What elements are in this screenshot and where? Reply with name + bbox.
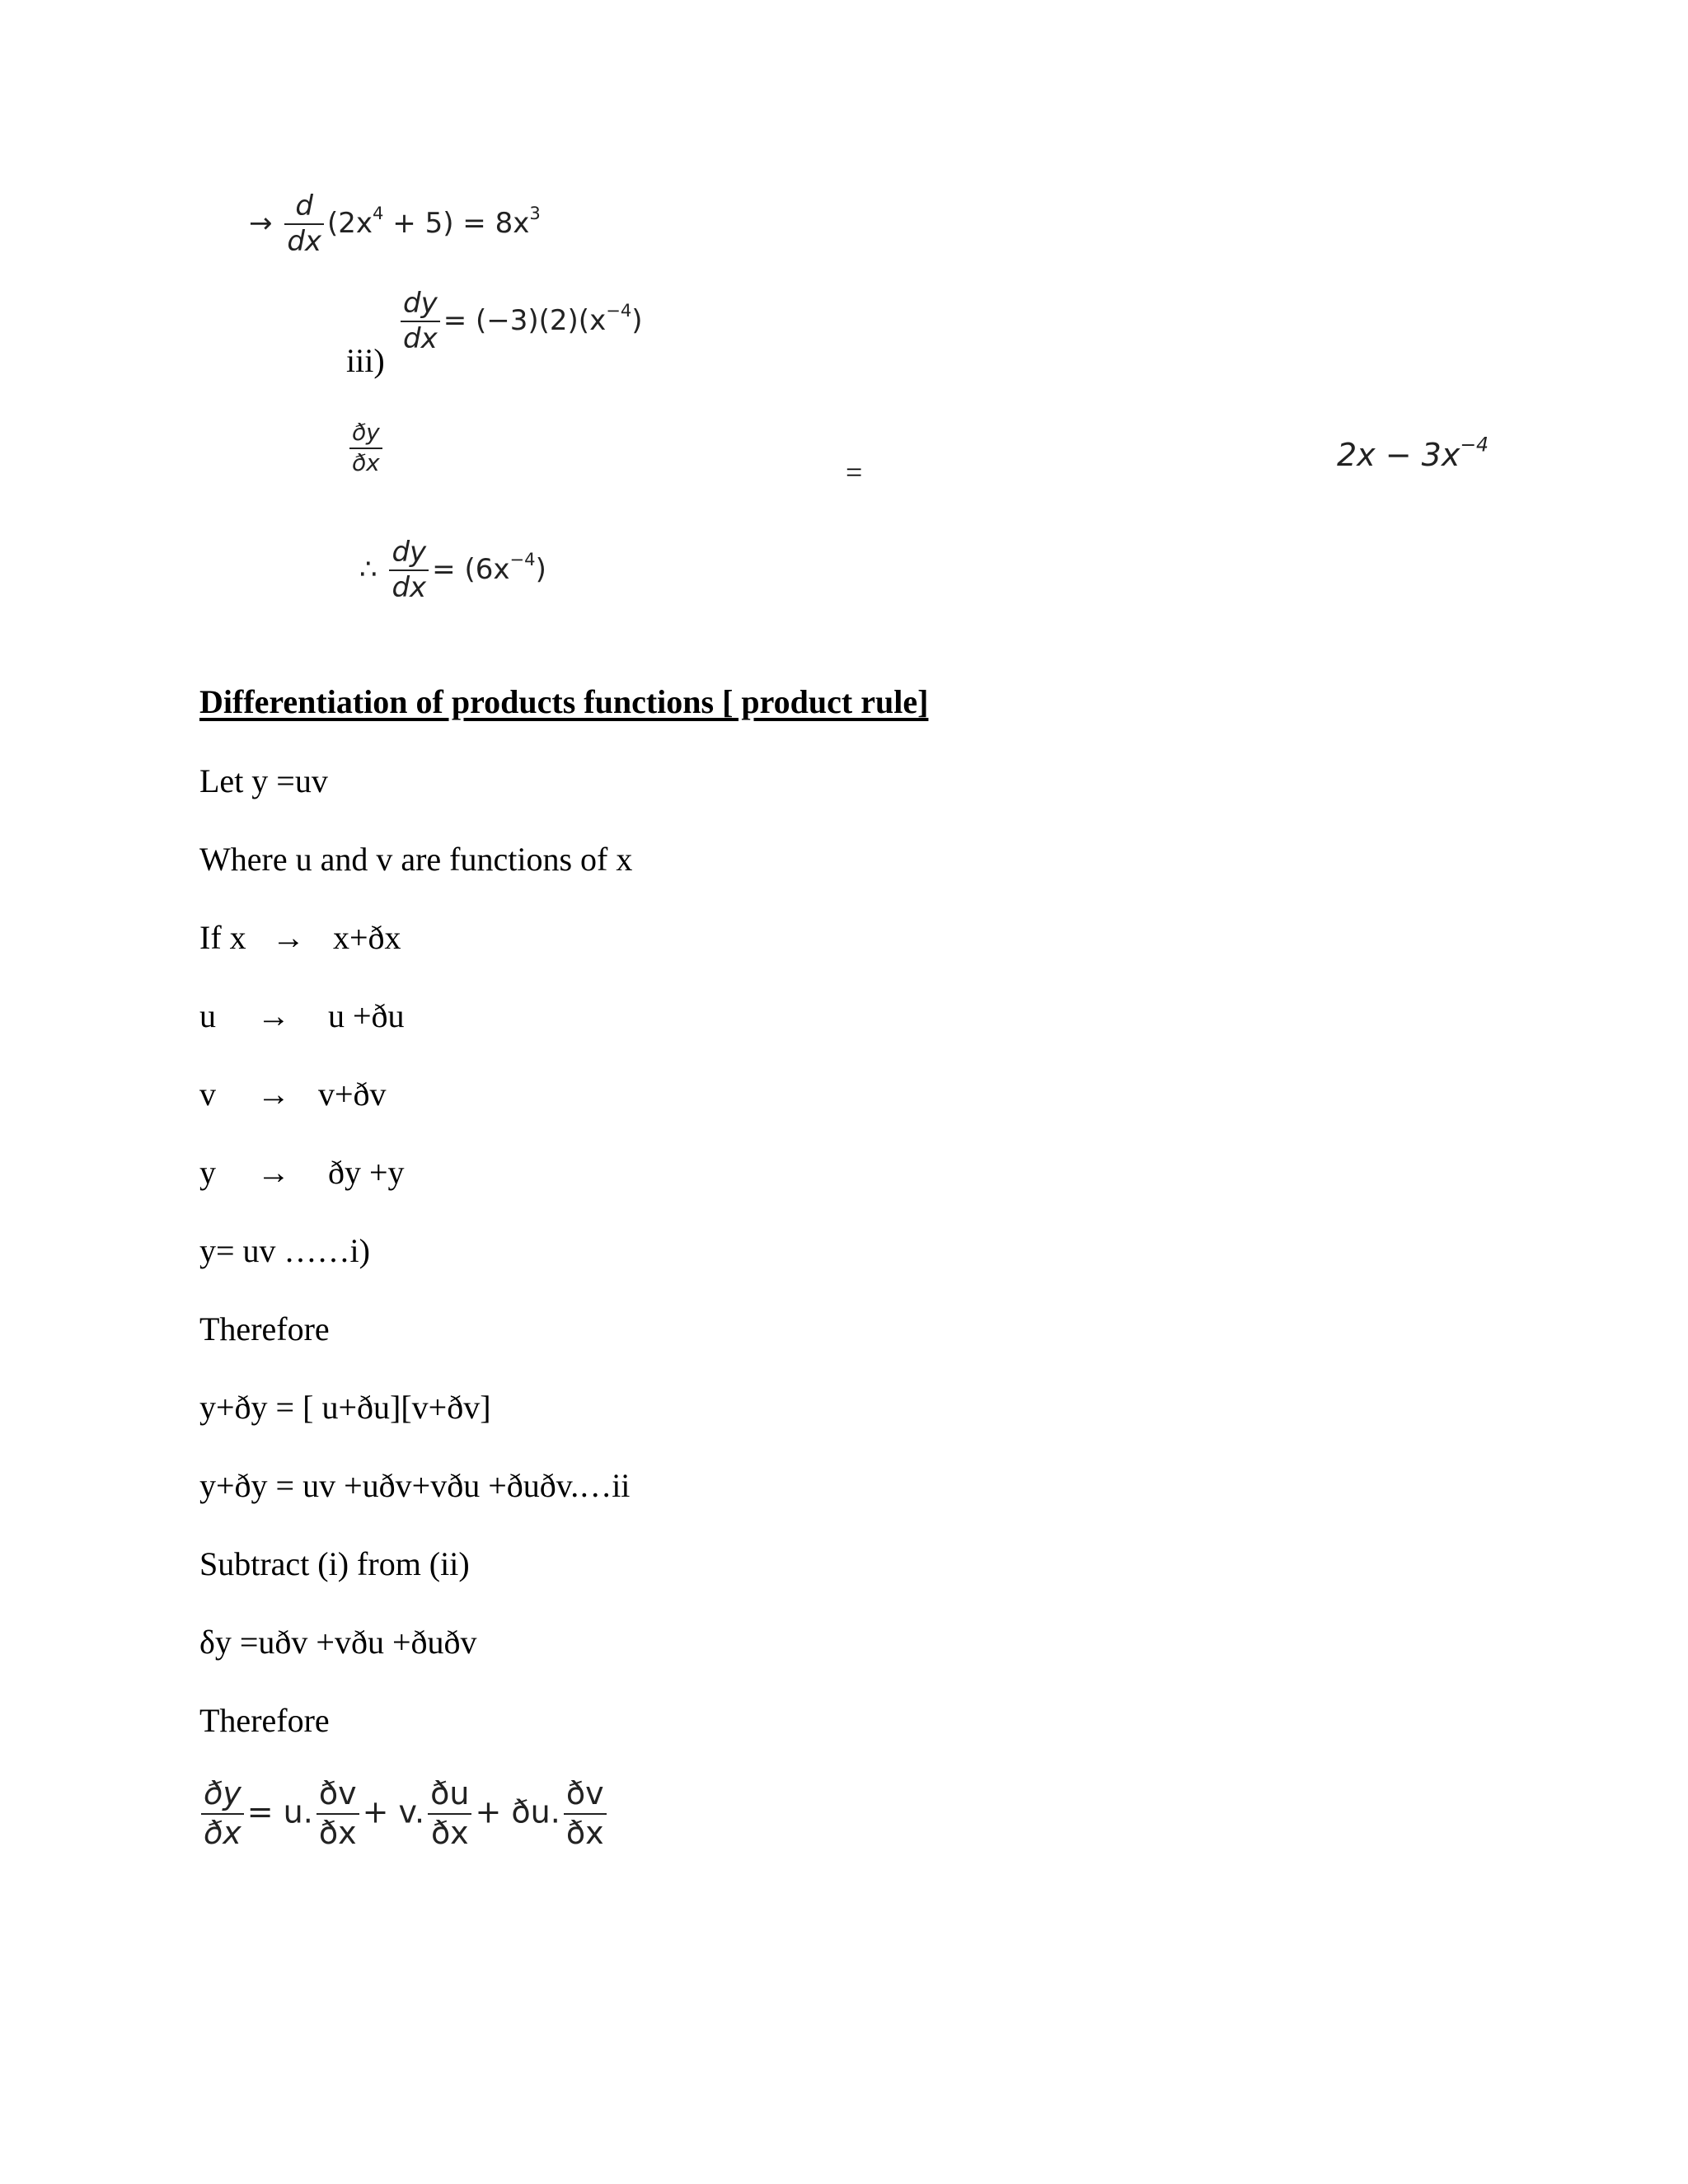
text-line-y-equals-uv: y= uv ……i) bbox=[199, 1232, 370, 1269]
text-line-therefore-2: Therefore bbox=[199, 1702, 330, 1739]
eq4-exponent: −4 bbox=[509, 549, 536, 570]
arrow-left: v bbox=[199, 1076, 216, 1113]
fraction-numerator: ðv bbox=[318, 1775, 357, 1811]
arrow-right: ðy +y bbox=[328, 1154, 405, 1191]
equation-therefore-result bbox=[359, 537, 546, 604]
fraction-numerator: ðy bbox=[352, 419, 380, 446]
section-heading: Differentiation of products functions [ product rule] bbox=[199, 683, 929, 720]
text-line-therefore-1: Therefore bbox=[199, 1310, 330, 1347]
arrow-row-y bbox=[199, 1153, 405, 1192]
term3-fraction bbox=[564, 1777, 607, 1851]
dy-dx-fraction bbox=[401, 288, 440, 355]
equation-product-rule bbox=[198, 1777, 610, 1851]
eq3-rhs-expression bbox=[1337, 433, 1489, 473]
equation-derivative-polynomial bbox=[249, 191, 541, 258]
arrow-symbol: → bbox=[257, 997, 290, 1034]
equation-dy-dx-product bbox=[397, 288, 643, 355]
arrow-right: x+ðx bbox=[333, 919, 401, 956]
arrow-row-x bbox=[199, 918, 401, 957]
eq1-body: (2x bbox=[327, 206, 373, 240]
arrow-left: u bbox=[199, 997, 216, 1034]
eq2-rhs: = (−3)(2)(x bbox=[443, 303, 607, 337]
eq1-exponent-1: 4 bbox=[373, 203, 384, 224]
final-eq-plus-2: + ðu. bbox=[475, 1793, 560, 1830]
final-eq-plus-1: + v. bbox=[362, 1793, 425, 1830]
arrow-symbol: → bbox=[257, 1076, 290, 1113]
arrow-row-v bbox=[199, 1075, 387, 1113]
text-line-expand-full: y+ðy = uv +uðv+vðu +ðuðv.…ii bbox=[199, 1467, 631, 1504]
arrow-symbol: → bbox=[272, 919, 305, 956]
derivative-operator bbox=[284, 191, 324, 258]
arrow-right: u +ðu bbox=[328, 997, 405, 1034]
eq3-exponent: −4 bbox=[1460, 433, 1489, 457]
final-eq-equals: = u. bbox=[246, 1793, 313, 1830]
fraction-denominator: ðx bbox=[349, 448, 382, 476]
fraction-numerator: ðu bbox=[430, 1775, 470, 1811]
fraction-numerator: ðy bbox=[204, 1775, 241, 1811]
arrow-left: If x bbox=[199, 919, 246, 956]
eq2-close: ) bbox=[631, 303, 643, 337]
eq3-rhs: 2x − 3x bbox=[1337, 437, 1461, 473]
eq2-exponent: −4 bbox=[606, 300, 632, 321]
fraction-numerator: d bbox=[295, 190, 313, 223]
arrow-left: y bbox=[199, 1154, 216, 1191]
dy-dx-fraction bbox=[389, 537, 429, 604]
eq1-exponent-2: 3 bbox=[529, 203, 541, 224]
fraction-denominator: ðx bbox=[316, 1813, 359, 1851]
text-line-let: Let y =uv bbox=[199, 762, 328, 799]
arrow-symbol: → bbox=[249, 206, 273, 240]
term2-fraction bbox=[428, 1777, 471, 1851]
fraction-denominator: dx bbox=[401, 321, 440, 354]
text-line-expand: y+ðy = [ u+ðu][v+ðv] bbox=[199, 1389, 491, 1426]
partial-dy-dx-fraction bbox=[349, 420, 382, 476]
arrow-symbol: → bbox=[257, 1154, 290, 1191]
eq3-equals: = bbox=[846, 456, 863, 489]
fraction-denominator: ðx bbox=[564, 1813, 607, 1851]
eq2-label: iii) bbox=[346, 342, 385, 379]
fraction-numerator: ðv bbox=[565, 1775, 604, 1811]
text-line-subtract: Subtract (i) from (ii) bbox=[199, 1545, 470, 1582]
fraction-denominator: dx bbox=[284, 223, 324, 257]
therefore-symbol: ∴ bbox=[359, 552, 377, 586]
equation-partial-fraction bbox=[346, 420, 386, 476]
text-line-where: Where u and v are functions of x bbox=[199, 841, 633, 878]
fraction-numerator: dy bbox=[403, 287, 438, 320]
eq4-rhs: = (6x bbox=[432, 552, 510, 586]
fraction-denominator: ðx bbox=[201, 1813, 244, 1851]
arrow-row-u bbox=[199, 996, 405, 1035]
lhs-fraction bbox=[201, 1777, 244, 1851]
term1-fraction bbox=[316, 1777, 359, 1851]
fraction-denominator: ðx bbox=[428, 1813, 471, 1851]
text-line-delta-y: δy =uðv +vðu +ðuðv bbox=[199, 1624, 477, 1661]
fraction-denominator: dx bbox=[389, 569, 429, 603]
fraction-numerator: dy bbox=[392, 536, 427, 569]
eq4-close: ) bbox=[535, 552, 546, 586]
arrow-right: v+ðv bbox=[318, 1076, 387, 1113]
eq1-mid: + 5) = 8x bbox=[383, 206, 530, 240]
